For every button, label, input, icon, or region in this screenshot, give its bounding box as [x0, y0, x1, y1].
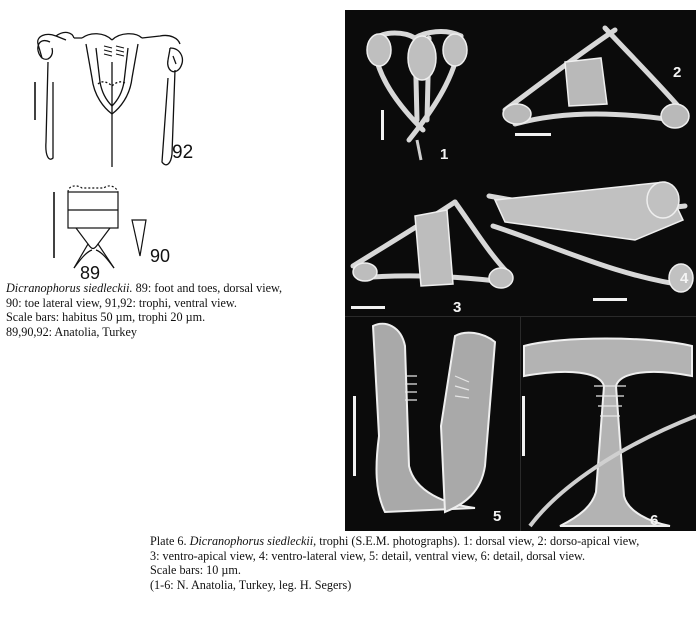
- sem-plate: [345, 10, 696, 531]
- panel-divider: [520, 316, 521, 531]
- sem-panel-5: [345, 316, 520, 531]
- caption-line-3: Scale bars: habitus 50 µm, trophi 20 µm.: [6, 310, 206, 325]
- plate-caption-line-1: , trophi (S.E.M. photographs). 1: dorsal view, 2: dorso-apical view,: [313, 534, 640, 548]
- panel-number-6: 6: [650, 512, 659, 529]
- panel-number-1: 1: [440, 146, 449, 163]
- panel-number-5: 5: [493, 508, 502, 525]
- figure-label-89: 89: [80, 263, 101, 280]
- caption-line-2: 90: toe lateral view, 91,92: trophi, ventral view.: [6, 295, 237, 310]
- plate-caption-prefix: Plate 6.: [150, 534, 187, 548]
- panel-number-4: 4: [680, 270, 689, 287]
- caption-line-1: 89: foot and toes, dorsal view,: [132, 281, 283, 295]
- scale-bar: [353, 396, 356, 476]
- plate-caption-species: Dicranophorus siedleckii: [189, 534, 314, 548]
- plate-caption-line-3: Scale bars: 10 µm.: [150, 563, 241, 578]
- foot-toes-drawing-89: [46, 180, 186, 280]
- plate-caption-line-2: 3: ventro-apical view, 4: ventro-lateral view, 5: detail, ventral view, 6: detail, dorsal view.: [150, 548, 586, 563]
- scale-bar: [522, 396, 525, 456]
- scale-bar: [351, 306, 385, 309]
- caption-species-name: Dicranophorus siedleckii.: [6, 281, 133, 295]
- panel-number-3: 3: [453, 299, 462, 316]
- sem-panel-4: [485, 166, 696, 316]
- scale-bar: [593, 298, 627, 301]
- plate-caption-line-4: (1-6: N. Anatolia, Turkey, leg. H. Segers): [150, 577, 352, 592]
- panel-number-2: 2: [673, 64, 682, 81]
- scale-bar: [381, 110, 384, 140]
- sem-panel-2: [495, 10, 696, 166]
- figure-label-92: 92: [172, 142, 194, 163]
- sem-panel-6: [520, 316, 696, 531]
- plate-caption: [150, 534, 698, 592]
- caption-line-4: 89,90,92: Anatolia, Turkey: [6, 324, 138, 339]
- figure-label-90: 90: [150, 246, 171, 266]
- left-figure-caption: [6, 281, 346, 339]
- scale-bar: [515, 133, 551, 136]
- trophi-drawing-92: [20, 22, 195, 172]
- sem-panel-1: [345, 10, 495, 166]
